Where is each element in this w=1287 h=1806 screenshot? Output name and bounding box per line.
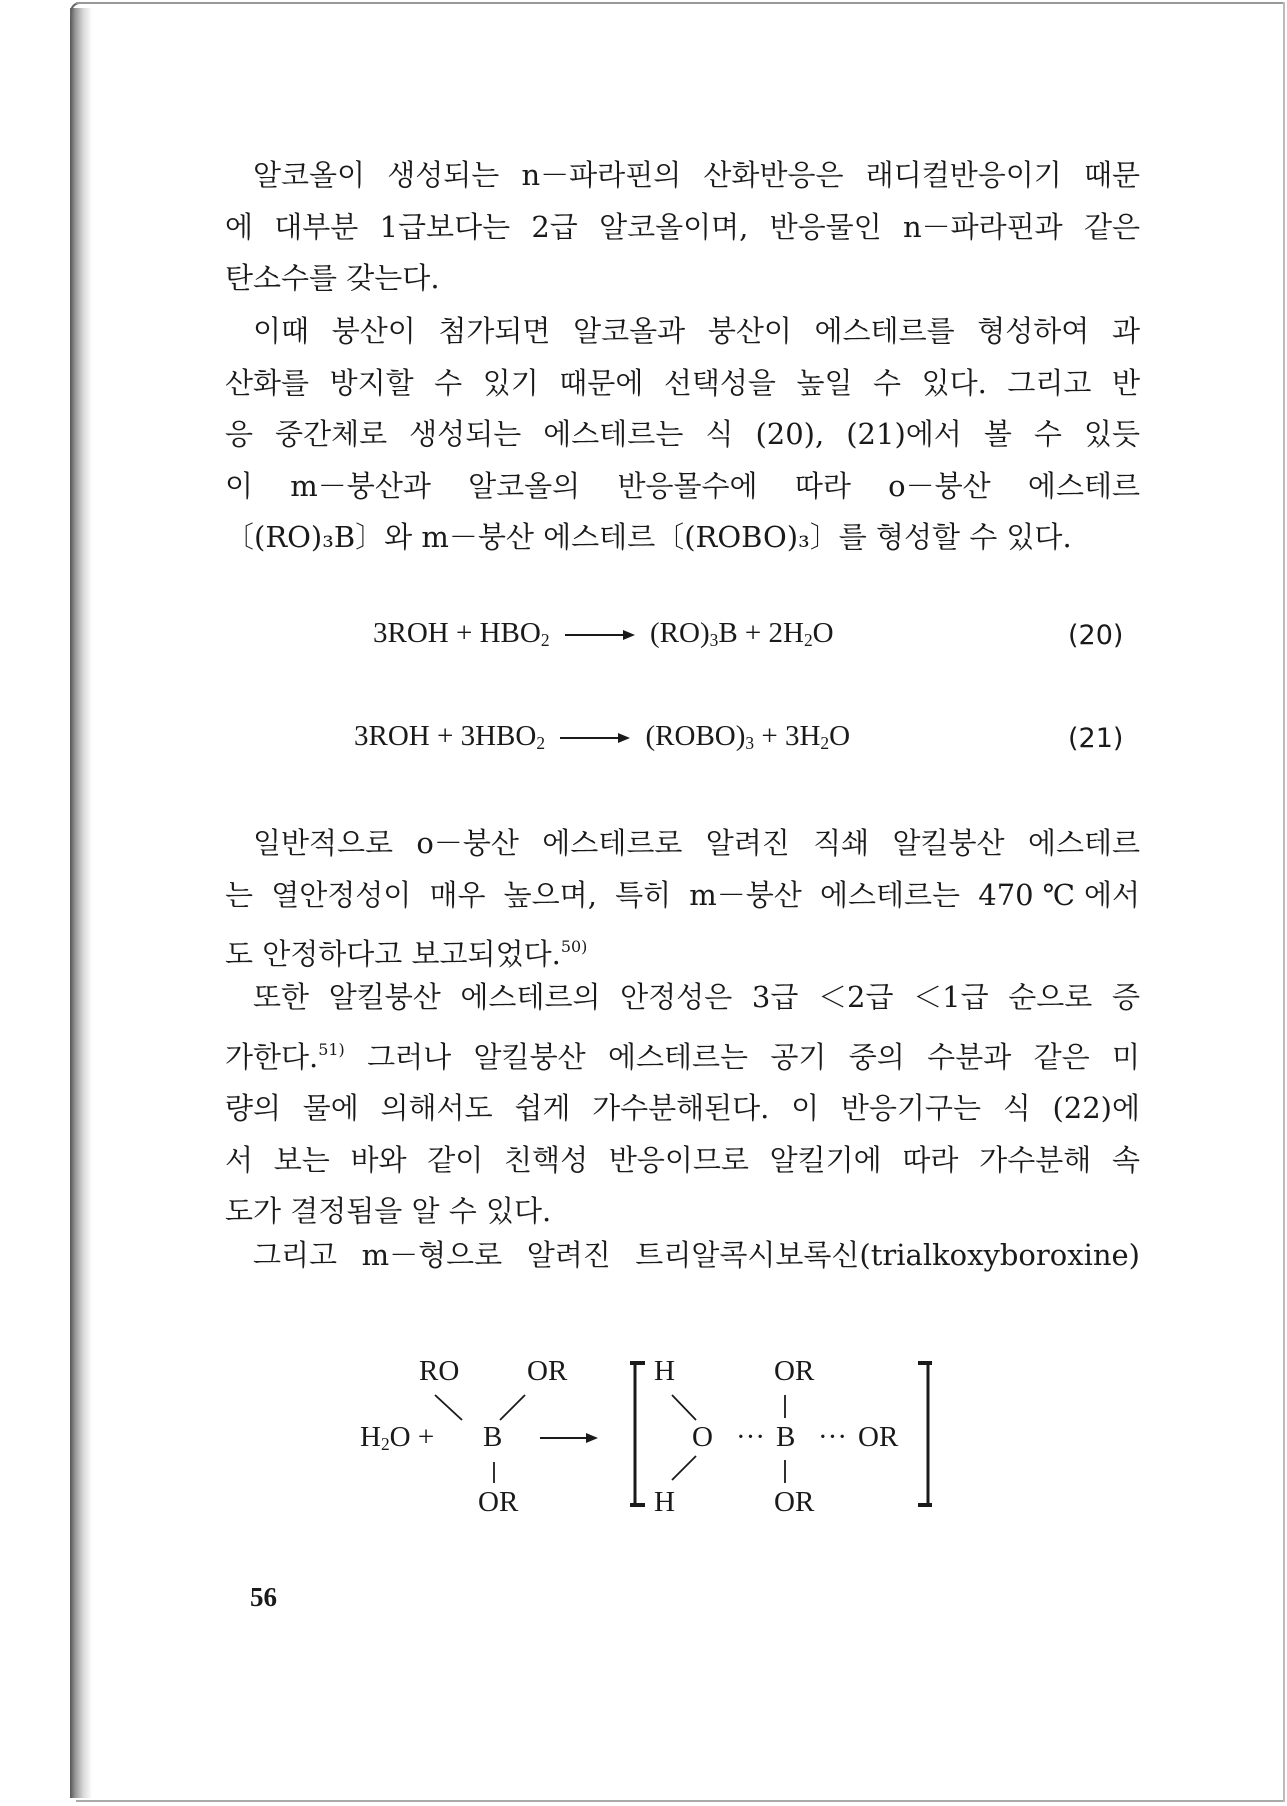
eq20-lhs-sub: 2 xyxy=(540,630,550,650)
label-dots-1: ··· xyxy=(736,1421,765,1453)
text-segment: 도 안정하다고 보고되었다. xyxy=(225,937,561,971)
equation-number: (21) xyxy=(1068,723,1124,754)
eq21-rhs-sub: 3 xyxy=(745,733,755,753)
eq20-rhs-pre: (RO) xyxy=(650,617,710,649)
eq20-rhs-sub2: 2 xyxy=(803,630,813,650)
text-segment: 가한다. xyxy=(225,1039,319,1074)
eq20-rhs-post: O xyxy=(812,617,834,649)
label-or-bottom: OR xyxy=(478,1486,519,1518)
eq21-lhs: 3ROH + 3HBO xyxy=(354,720,537,752)
label-or-top: OR xyxy=(527,1355,568,1387)
footnote-ref: 51) xyxy=(318,1039,345,1059)
text-line: 또한 알킬붕산 에스테르의 안정성은 3급 ＜2급 ＜1급 순으로 증 xyxy=(253,980,1140,1014)
text-line: 그리고 m－형으로 알려진 트리알콕시보록신(trialkoxyboroxine) xyxy=(253,1238,1140,1272)
eq21-rhs-sub2: 2 xyxy=(820,733,830,753)
label-h-bottom: H xyxy=(654,1486,675,1518)
label-or-right: OR xyxy=(858,1421,899,1453)
label-ro: RO xyxy=(419,1355,460,1387)
text-line: 탄소수를 갖는다. xyxy=(225,261,440,295)
eq21-rhs-post: O xyxy=(829,720,851,752)
text-line: 량의 물에 의해서도 쉽게 가수분해된다. 이 반응기구는 식 (22)에 xyxy=(225,1091,1140,1125)
footnote-ref: 50) xyxy=(560,937,588,956)
eq21-lhs-sub: 2 xyxy=(536,733,546,753)
text-line: 일반적으로 o－붕산 에스테르로 알려진 직쇄 알킬붕산 에스테르 xyxy=(253,826,1140,860)
label-or-top-intermediate: OR xyxy=(774,1355,815,1387)
label-h-top: H xyxy=(654,1355,675,1387)
text-segment: 그러나 알킬붕산 에스테르는 공기 중의 수분과 같은 미 xyxy=(344,1039,1140,1074)
eq20-lhs: 3ROH + HBO xyxy=(373,617,541,649)
text-line: 이때 붕산이 첨가되면 알코올과 붕산이 에스테르를 형성하여 과 xyxy=(253,314,1140,348)
text-line: 도가 결정됨을 알 수 있다. xyxy=(225,1194,552,1228)
label-dots-2: ··· xyxy=(818,1421,847,1453)
text-line: 응 중간체로 생성되는 에스테르는 식 (20), (21)에서 볼 수 있듯 xyxy=(225,417,1140,451)
water-o: O + xyxy=(389,1421,435,1453)
text-line: 에 대부분 1급보다는 2급 알코올이며, 반응물인 n－파라핀과 같은 xyxy=(225,209,1140,244)
page-number: 56 xyxy=(250,1582,277,1612)
label-water xyxy=(360,1421,434,1455)
water-h: H xyxy=(360,1421,381,1453)
label-b: B xyxy=(483,1421,503,1453)
text-line: 이 m－붕산과 알코올의 반응몰수에 따라 o－붕산 에스테르 xyxy=(225,468,1140,503)
label-or-bottom-intermediate: OR xyxy=(774,1486,815,1518)
text-line: 〔(RO)₃B〕와 m－붕산 에스테르〔(ROBO)₃〕를 형성할 수 있다. xyxy=(225,520,1072,554)
text-line: 서 보는 바와 같이 친핵성 반응이므로 알킬기에 따라 가수분해 속 xyxy=(225,1142,1140,1177)
eq20-rhs-mid: B + 2H xyxy=(718,617,804,649)
text-line: 는 열안정성이 매우 높으며, 특히 m－붕산 에스테르는 470℃에서 xyxy=(225,877,1140,912)
text-line: 산화를 방지할 수 있기 때문에 선택성을 높일 수 있다. 그리고 반 xyxy=(225,365,1140,400)
equation-number: (20) xyxy=(1068,620,1124,651)
eq21-rhs-pre: (ROBO) xyxy=(645,720,746,752)
water-sub: 2 xyxy=(380,1434,390,1454)
label-b-intermediate: B xyxy=(776,1421,796,1453)
eq20-rhs-sub: 3 xyxy=(709,630,719,650)
text-line: 알코올이 생성되는 n－파라핀의 산화반응은 래디컬반응이기 때문 xyxy=(253,158,1140,192)
eq21-rhs-mid: + 3H xyxy=(754,720,821,752)
label-o: O xyxy=(692,1421,713,1453)
